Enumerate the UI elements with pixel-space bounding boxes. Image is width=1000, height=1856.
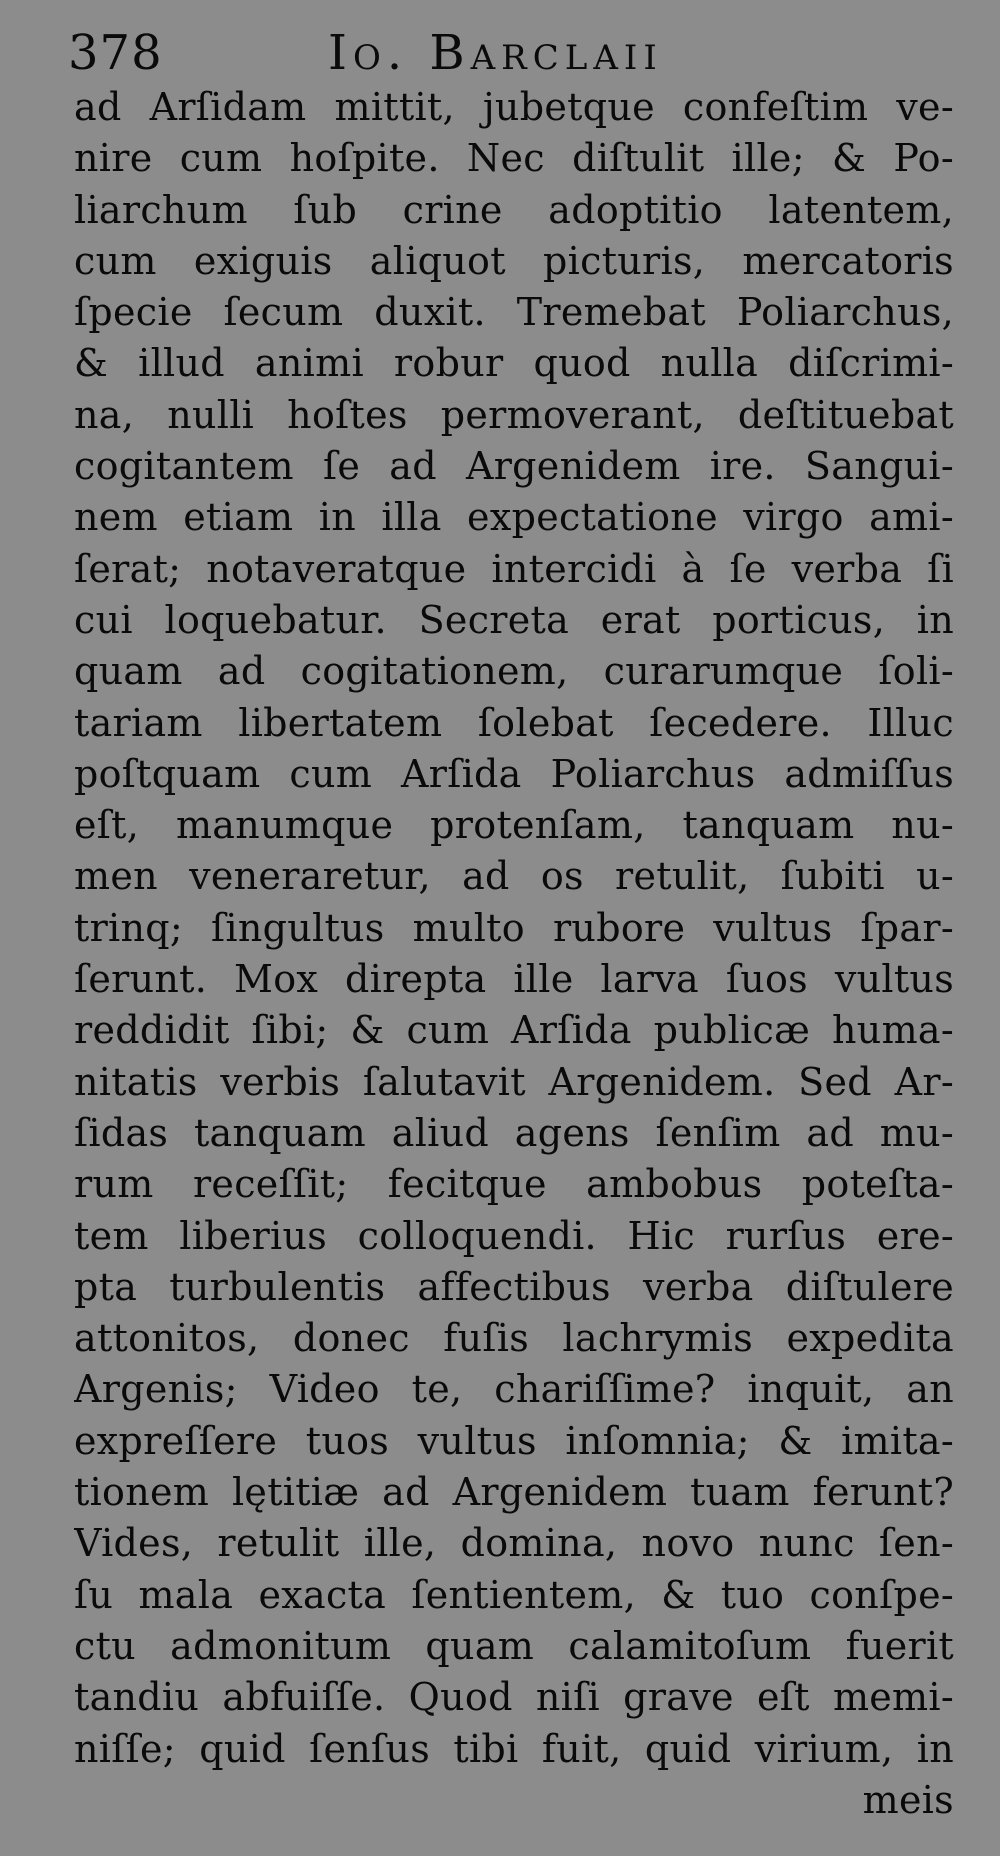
text-line: & illud animi robur quod nulla diſcrimi- [74,341,954,386]
text-line: nitatis verbis ſalutavit Argenidem. Sed Ar- [74,1059,954,1104]
text-line: eſt, manumque protenſam, tanquam nu- [74,803,954,848]
text-line: liarchum ſub crine adoptitio latentem, [74,187,954,232]
text-line: ad Arſidam mittit, jubetque confeſtim ve- [74,85,954,129]
body-text [74,82,954,1826]
text-line: Vides, retulit ille, domina, novo nunc ſen- [74,1521,954,1566]
page-header [68,18,948,88]
text-line: niſſe; quid ſenſus tibi fuit, quid virium, in [74,1726,954,1771]
text-line: tem liberius colloquendi. Hic rurſus ere- [74,1213,954,1258]
text-line: pta turbulentis affectibus verba diſtulere [74,1264,954,1309]
text-line: attonitos, donec fuſis lachrymis expedita [74,1316,954,1361]
text-line: nire cum hoſpite. Nec diſtulit ille; & Po- [74,136,954,181]
text-line: tionem lętitiæ ad Argenidem tuam ferunt? [74,1470,954,1515]
text-line: nem etiam in illa expectatione virgo ami- [74,495,954,540]
text-line: ſu mala exacta ſentientem, & tuo conſpe- [74,1572,954,1617]
running-head: Io. Barclaii [328,25,663,81]
text-line: quam ad cogitationem, curarumque ſoli- [74,649,954,694]
text-line: cum exiguis aliquot picturis, mercatoris [74,238,954,283]
text-line: ſpecie ſecum duxit. Tremebat Poliarchus, [74,290,954,335]
text-line: rum receſſit; fecitque ambobus poteſta- [74,1162,954,1207]
text-line: na, nulli hoſtes permoverant, deſtituebat [74,392,954,437]
text-line: expreſſere tuos vultus inſomnia; & imita- [74,1418,954,1463]
text-line: poſtquam cum Arſida Poliarchus admiſſus [74,751,954,796]
text-line: tariam libertatem ſolebat ſecedere. Illuc [74,700,954,745]
text-line: ſidas tanquam aliud agens ſenſim ad mu- [74,1110,954,1155]
catchword: meis [862,1777,954,1822]
text-line: ctu admonitum quam calamitoſum fuerit [74,1623,954,1668]
page-number: 378 [68,25,163,81]
text-line: men veneraretur, ad os retulit, ſubiti u- [74,854,954,899]
text-line: cogitantem ſe ad Argenidem ire. Sangui- [74,444,954,489]
text-line: trinq; ſingultus multo rubore vultus ſpar- [74,905,954,950]
text-line: tandiu abfuiſſe. Quod niſi grave eſt memi- [74,1675,954,1720]
text-line: cui loquebatur. Secreta erat porticus, in [74,597,954,642]
text-line: ſerunt. Mox direpta ille larva ſuos vultus [74,957,954,1002]
text-line: Argenis; Video te, chariſſime? inquit, an [74,1367,954,1412]
text-line: ſerat; notaveratque intercidi à ſe verba ſi [74,546,954,591]
text-line: reddidit ſibi; & cum Arſida publicæ huma- [74,1008,954,1053]
